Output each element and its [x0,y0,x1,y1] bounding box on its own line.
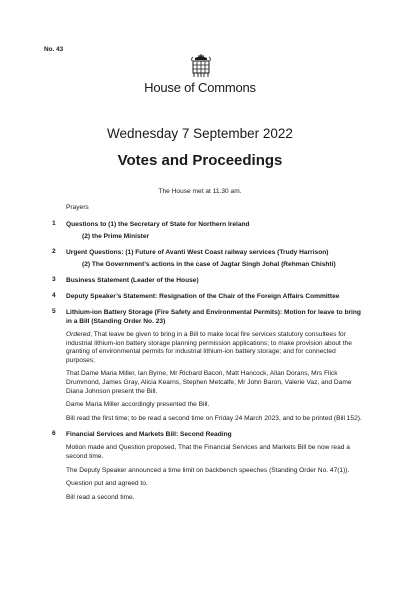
item-number: 6 [52,430,56,438]
proceeding-item [44,430,364,502]
item-paragraph [66,444,364,461]
document-title: Votes and Proceedings [117,152,283,169]
proceedings-list [44,220,364,509]
item-paragraph [66,494,364,503]
item-paragraph [66,467,364,476]
paragraph-text: Bill read a second time. [66,493,135,501]
paragraph-text: Motion made and Question proposed, That the Financial Services and Markets Bill be now read a second time. [66,444,350,460]
item-paragraph [66,415,364,424]
item-number: 1 [52,220,56,227]
item-number: 2 [52,248,56,255]
paragraph-text: That Dame Maria Miller, Ian Byrne, Mr Richard Bacon, Matt Hancock, Allan Dorans, Mrs Flick Drummond, James Gray, Alicia Kearns, Stephen Metcalfe, Mr John Baron, Valerie Vaz, and Dame Diana Johnson present the Bill. [66,370,352,395]
item-heading: Urgent Questions: (1) Future of Avanti West Coast railway services (Trudy Harrison) [66,249,329,256]
item-heading: Deputy Speaker’s Statement: Resignation of the Chair of the Foreign Affairs Committee [66,293,340,300]
paragraph-text: , That leave be given to bring in a Bill to make local fire services statutory consultees for industrial lithium-ion battery storage planning permission applications; to make provision about the granting of environmental permits for industrial lithium-ion battery storage; and for connected purposes; [66,331,352,364]
sitting-date: Wednesday 7 September 2022 [107,126,293,141]
paragraph-emphasis: Ordered [66,331,91,338]
paragraph-text: Question put and agreed to. [66,480,148,488]
item-heading: Questions to (1) the Secretary of State for Northern Ireland [66,221,250,228]
proceeding-item [44,276,364,285]
item-number: 4 [52,292,56,299]
paragraph-text: Dame Maria Miller accordingly presented the Bill. [66,401,210,409]
item-paragraph [66,331,364,365]
item-heading: Financial Services and Markets Bill: Second Reading [66,431,232,439]
item-heading: Lithium-ion Battery Storage (Fire Safety and Environmental Permits): Motion for leave to bring in a Bill (Standing Order No. 23) [66,309,361,325]
prayers: Prayers [66,204,89,211]
paragraph-text: Bill read the first time; to be read a second time on Friday 24 March 2023, and to be printed (Bill 152). [66,414,362,422]
item-paragraph [66,370,364,396]
house-of-commons-wordmark: House of Commons [144,80,256,95]
item-number: 3 [52,276,56,283]
house-met-time: The House met at 11.30 am. [158,188,242,195]
item-number: 5 [52,308,56,315]
proceeding-item [44,248,364,269]
proceeding-item [44,220,364,241]
proceeding-item [44,292,364,301]
paragraph-text: The Deputy Speaker announced a time limit on backbench speeches (Standing Order No. 47(1)). [66,466,350,474]
portcullis-crest-icon [190,53,212,79]
item-subheading: (2) The Government’s actions in the case of Jagtar Singh Johal (Rehman Chishti) [82,261,336,268]
issue-number: No. 43 [44,46,64,53]
item-paragraph [66,401,364,410]
item-subheading: (2) the Prime Minister [82,233,150,240]
item-heading: Business Statement (Leader of the House) [66,277,199,284]
item-paragraph [66,480,364,489]
proceeding-item [44,308,364,423]
